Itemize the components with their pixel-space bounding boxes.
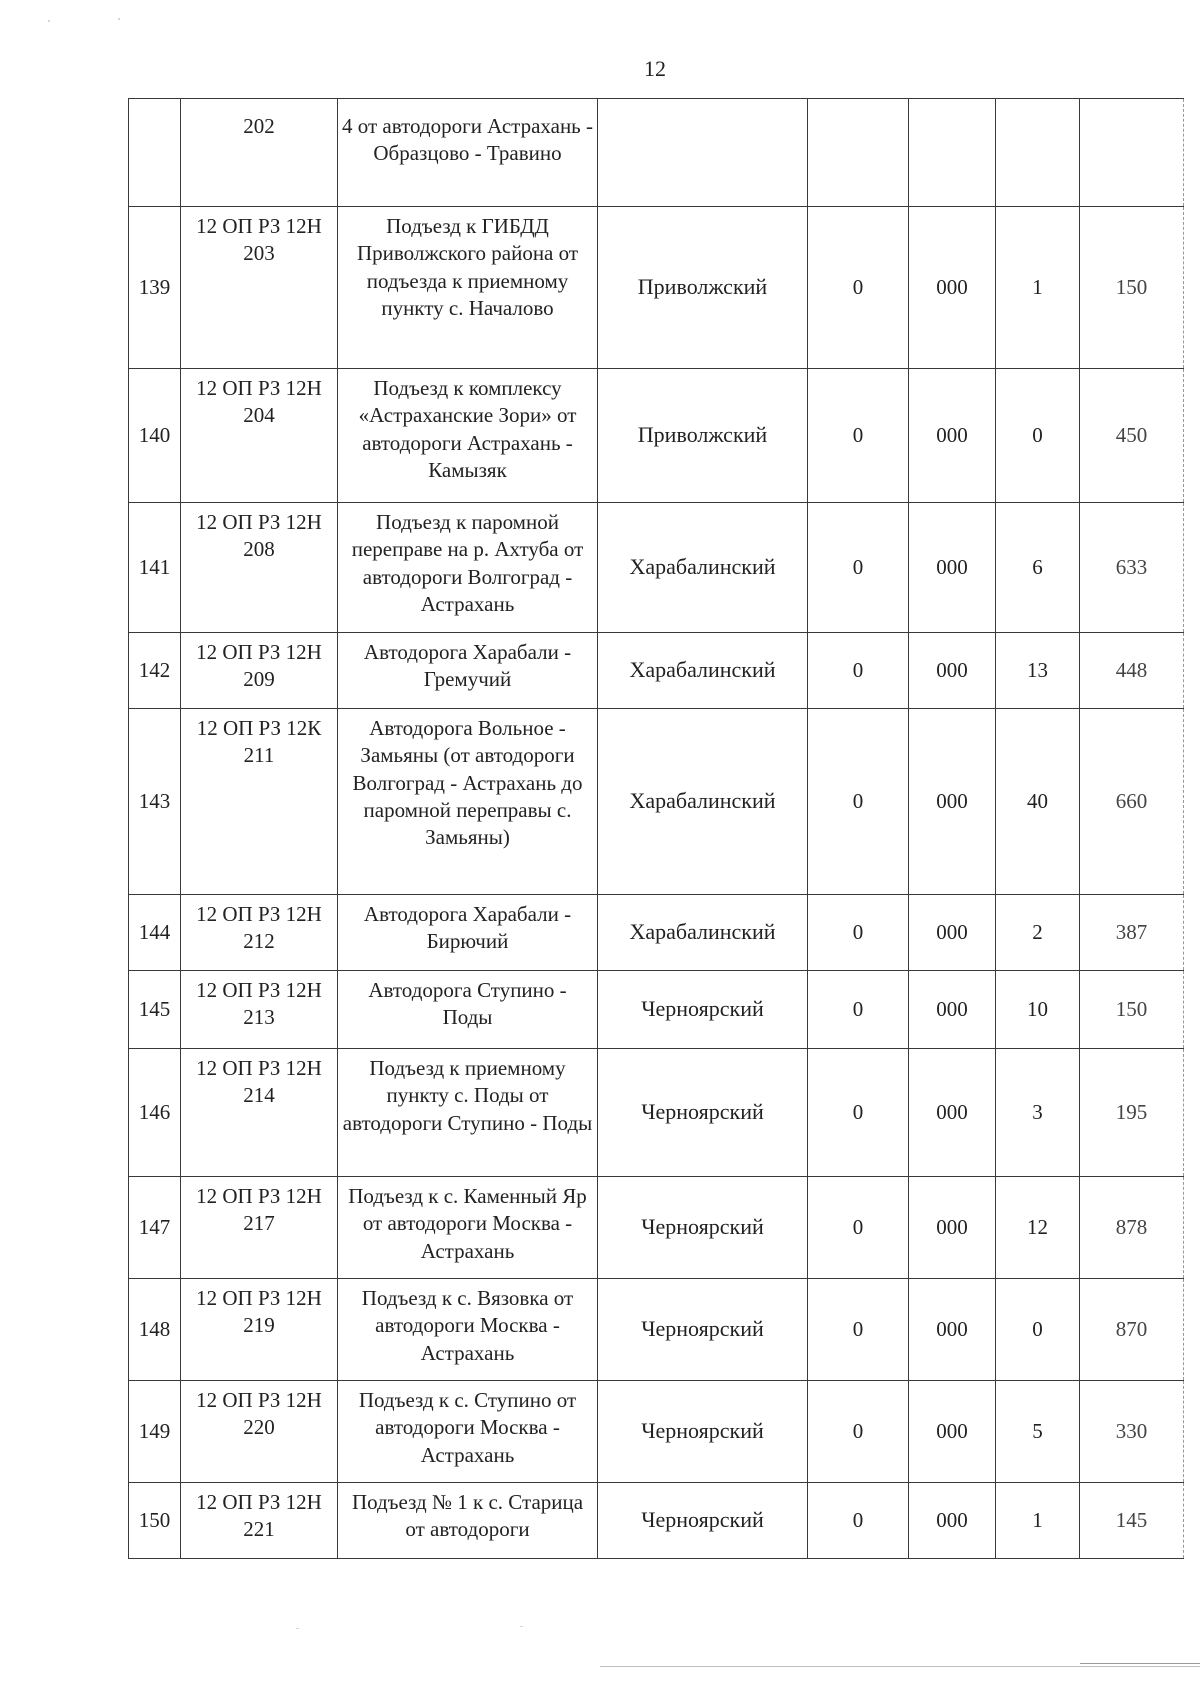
table-row	[129, 369, 1184, 503]
value-d-cell: 330	[1080, 1381, 1184, 1483]
road-code-cell: 12 ОП РЗ 12Н 221	[181, 1483, 338, 1559]
value-c-cell	[996, 99, 1080, 207]
value-c-cell: 1	[996, 207, 1080, 369]
table-row	[129, 633, 1184, 709]
road-name-cell: Подъезд № 1 к с. Старица от автодороги	[338, 1483, 598, 1559]
table-row	[129, 207, 1184, 369]
value-a-cell: 0	[808, 1483, 909, 1559]
value-a-cell: 0	[808, 1381, 909, 1483]
row-number-cell: 144	[129, 895, 181, 971]
value-b-cell: 000	[909, 895, 996, 971]
scan-speck	[520, 1626, 523, 1627]
value-b-cell: 000	[909, 1177, 996, 1279]
road-code-cell: 12 ОП РЗ 12Н 204	[181, 369, 338, 503]
road-name-cell: Подъезд к с. Вязовка от автодороги Москва - Астрахань	[338, 1279, 598, 1381]
value-a-cell: 0	[808, 207, 909, 369]
district-cell: Харабалинский	[598, 709, 808, 895]
table-row	[129, 1381, 1184, 1483]
value-d-cell: 195	[1080, 1049, 1184, 1177]
row-number-cell: 146	[129, 1049, 181, 1177]
table-row	[129, 1049, 1184, 1177]
value-d-cell: 450	[1080, 369, 1184, 503]
row-number-cell: 148	[129, 1279, 181, 1381]
table-row	[129, 1279, 1184, 1381]
district-cell: Приволжский	[598, 207, 808, 369]
scan-edge-line	[600, 1666, 1200, 1667]
row-number-cell: 139	[129, 207, 181, 369]
value-a-cell: 0	[808, 1177, 909, 1279]
value-c-cell: 6	[996, 503, 1080, 633]
value-d-cell: 660	[1080, 709, 1184, 895]
value-c-cell: 1	[996, 1483, 1080, 1559]
value-b-cell: 000	[909, 971, 996, 1049]
value-b-cell: 000	[909, 709, 996, 895]
row-number-cell: 143	[129, 709, 181, 895]
road-code-cell: 12 ОП РЗ 12Н 209	[181, 633, 338, 709]
row-number-cell: 140	[129, 369, 181, 503]
value-c-cell: 10	[996, 971, 1080, 1049]
scan-speck	[118, 18, 120, 20]
value-c-cell: 2	[996, 895, 1080, 971]
road-name-cell: Подъезд к ГИБДД Приволжского района от подъезда к приемному пункту с. Началово	[338, 207, 598, 369]
road-code-cell: 12 ОП РЗ 12Н 219	[181, 1279, 338, 1381]
row-number-cell: 145	[129, 971, 181, 1049]
scan-speck	[48, 20, 50, 22]
value-a-cell: 0	[808, 633, 909, 709]
row-number-cell: 149	[129, 1381, 181, 1483]
road-name-cell: Подъезд к с. Ступино от автодороги Москва - Астрахань	[338, 1381, 598, 1483]
value-a-cell: 0	[808, 1279, 909, 1381]
page-number: 12	[644, 56, 666, 81]
district-cell: Черноярский	[598, 1049, 808, 1177]
value-b-cell: 000	[909, 1483, 996, 1559]
table-row	[129, 895, 1184, 971]
road-name-cell: Подъезд к с. Каменный Яр от автодороги Москва - Астрахань	[338, 1177, 598, 1279]
district-cell	[598, 99, 808, 207]
road-name-cell: Автодорога Харабали - Бирючий	[338, 895, 598, 971]
road-code-cell: 12 ОП РЗ 12Н 220	[181, 1381, 338, 1483]
value-d-cell: 387	[1080, 895, 1184, 971]
row-number-cell: 147	[129, 1177, 181, 1279]
road-code-cell: 12 ОП РЗ 12Н 213	[181, 971, 338, 1049]
value-c-cell: 40	[996, 709, 1080, 895]
row-number-cell	[129, 99, 181, 207]
district-cell: Харабалинский	[598, 503, 808, 633]
road-code-cell: 12 ОП РЗ 12Н 214	[181, 1049, 338, 1177]
road-code-cell: 202	[181, 99, 338, 207]
row-number-cell: 142	[129, 633, 181, 709]
value-b-cell: 000	[909, 503, 996, 633]
value-b-cell	[909, 99, 996, 207]
road-code-cell: 12 ОП РЗ 12Н 203	[181, 207, 338, 369]
value-d-cell: 878	[1080, 1177, 1184, 1279]
value-d-cell	[1080, 99, 1184, 207]
district-cell: Приволжский	[598, 369, 808, 503]
table-row	[129, 1483, 1184, 1559]
row-number-cell: 141	[129, 503, 181, 633]
district-cell: Харабалинский	[598, 633, 808, 709]
value-a-cell: 0	[808, 709, 909, 895]
value-a-cell: 0	[808, 895, 909, 971]
value-a-cell	[808, 99, 909, 207]
road-name-cell: Подъезд к комплексу «Астраханские Зори» от автодороги Астрахань - Камызяк	[338, 369, 598, 503]
table-row	[129, 99, 1184, 207]
value-c-cell: 13	[996, 633, 1080, 709]
value-b-cell: 000	[909, 1049, 996, 1177]
road-code-cell: 12 ОП РЗ 12Н 212	[181, 895, 338, 971]
roads-table	[128, 98, 1184, 1559]
value-d-cell: 448	[1080, 633, 1184, 709]
value-c-cell: 12	[996, 1177, 1080, 1279]
value-b-cell: 000	[909, 633, 996, 709]
row-number-cell: 150	[129, 1483, 181, 1559]
value-c-cell: 0	[996, 1279, 1080, 1381]
table-row	[129, 971, 1184, 1049]
road-name-cell: Автодорога Ступино - Поды	[338, 971, 598, 1049]
value-d-cell: 870	[1080, 1279, 1184, 1381]
table-body	[129, 99, 1184, 1559]
value-c-cell: 5	[996, 1381, 1080, 1483]
value-b-cell: 000	[909, 1279, 996, 1381]
road-name-cell: Автодорога Харабали - Гремучий	[338, 633, 598, 709]
road-code-cell: 12 ОП РЗ 12Н 217	[181, 1177, 338, 1279]
value-b-cell: 000	[909, 1381, 996, 1483]
district-cell: Черноярский	[598, 971, 808, 1049]
value-d-cell: 633	[1080, 503, 1184, 633]
district-cell: Черноярский	[598, 1483, 808, 1559]
road-code-cell: 12 ОП РЗ 12К 211	[181, 709, 338, 895]
district-cell: Черноярский	[598, 1177, 808, 1279]
table-row	[129, 503, 1184, 633]
value-a-cell: 0	[808, 503, 909, 633]
road-name-cell: Автодорога Вольное - Замьяны (от автодороги Волгоград - Астрахань до паромной переправы с. Замьяны)	[338, 709, 598, 895]
value-d-cell: 145	[1080, 1483, 1184, 1559]
district-cell: Харабалинский	[598, 895, 808, 971]
scan-speck	[296, 1628, 299, 1629]
value-a-cell: 0	[808, 369, 909, 503]
value-c-cell: 0	[996, 369, 1080, 503]
value-c-cell: 3	[996, 1049, 1080, 1177]
value-d-cell: 150	[1080, 971, 1184, 1049]
road-name-cell: Подъезд к приемному пункту с. Поды от автодороги Ступино - Поды	[338, 1049, 598, 1177]
road-name-cell: 4 от автодороги Астрахань - Образцово - Травино	[338, 99, 598, 207]
table-row	[129, 709, 1184, 895]
road-code-cell: 12 ОП РЗ 12Н 208	[181, 503, 338, 633]
value-a-cell: 0	[808, 971, 909, 1049]
value-a-cell: 0	[808, 1049, 909, 1177]
value-d-cell: 150	[1080, 207, 1184, 369]
value-b-cell: 000	[909, 369, 996, 503]
value-b-cell: 000	[909, 207, 996, 369]
district-cell: Черноярский	[598, 1381, 808, 1483]
district-cell: Черноярский	[598, 1279, 808, 1381]
table-row	[129, 1177, 1184, 1279]
road-name-cell: Подъезд к паромной переправе на р. Ахтуба от автодороги Волгоград - Астрахань	[338, 503, 598, 633]
scan-edge-line	[1080, 1663, 1200, 1664]
